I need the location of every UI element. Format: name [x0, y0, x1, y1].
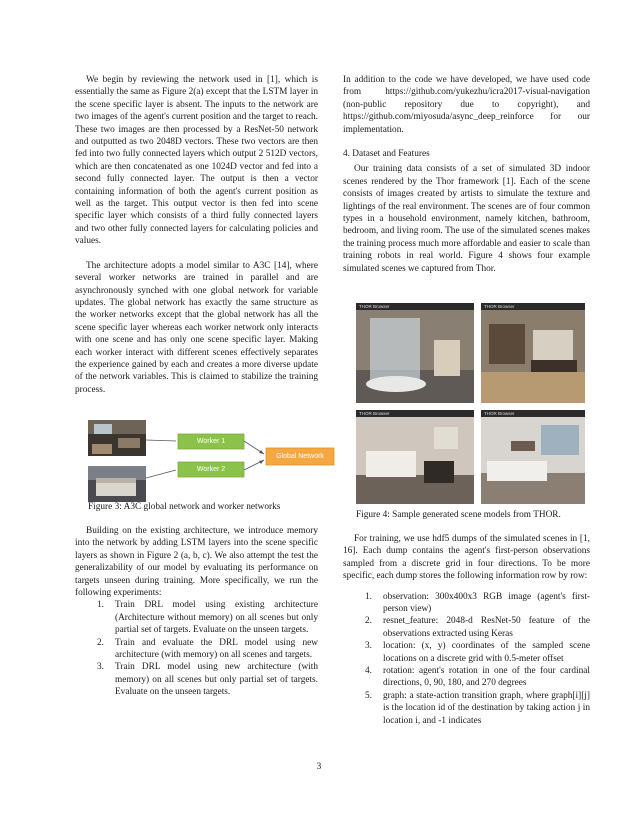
list-item: [75, 599, 318, 636]
scene-living-room-image: [481, 410, 585, 504]
worker-1-label: Worker 1: [196, 438, 226, 445]
paragraph-code-sources: In addition to the code we have developed, we have used code from https://github.com/yukezhu/icra2017-visual-navigation (non-public repository due to copyright), and https://github.com/miyosuda/async_deep_reinforce for our implementation.: [343, 75, 590, 135]
list-number: 1.: [97, 600, 104, 611]
scene-kitchen-image: [481, 303, 585, 403]
right-column-lower: [343, 533, 590, 727]
list-item: [343, 665, 590, 690]
paragraph-a3c-architecture: The architecture adopts a model similar to A3C [14], where several worker networks are trained in parallel and are asynchronously synched with one global network for variable updates. The global network has exactly the same structure as the worker networks except that the global network has all the scene specific layer whereas each worker network only interacts with one scene and has only one scene specific layer. Making each worker interact with different scenes effectively separates the experience gained by each and creates a more diverse update of the network variables. This is claimed to stabilize the training process.: [75, 260, 318, 395]
list-item: [343, 640, 590, 665]
list-number: 3.: [365, 641, 372, 652]
list-item: [343, 591, 590, 616]
thor-browser-titlebar: THOR Browser: [356, 410, 474, 417]
worker-2-label: Worker 2: [196, 466, 226, 473]
experiments-list: [75, 599, 318, 698]
figure-3-caption: Figure 3: A3C global network and worker networks: [88, 502, 281, 512]
global-network-label: Global Network: [276, 453, 324, 460]
left-column: [75, 74, 318, 396]
section-heading-dataset: 4. Dataset and Features: [343, 149, 430, 160]
list-number: 2.: [365, 616, 372, 627]
living-room-scene: [481, 417, 585, 504]
list-item: [343, 690, 590, 727]
arrowhead-worker2: [259, 460, 264, 464]
thor-browser-titlebar: THOR Browser: [481, 410, 585, 417]
worker-1-scene-thumbnail: [88, 420, 146, 456]
list-item: [75, 661, 318, 698]
figure-4-caption: Figure 4: Sample generated scene models from THOR.: [356, 510, 561, 520]
list-item: [75, 637, 318, 662]
left-column-lower: [75, 525, 318, 699]
scene-bedroom-image: [356, 410, 474, 504]
page-number: 3: [316, 762, 322, 772]
thor-browser-titlebar: THOR Browser: [481, 303, 585, 310]
list-number: 4.: [365, 666, 372, 677]
list-text: resnet_feature: 2048-d ResNet-50 feature of the observations extracted using Keras: [383, 616, 590, 639]
list-text: observation: 300x400x3 RGB image (agent's first-person view): [383, 591, 590, 615]
list-number: 3.: [97, 662, 104, 673]
dump-fields-list: [343, 591, 590, 727]
list-text: Train DRL model using new architecture (with memory) on all scenes but only partial set of targets. Evaluate on the unseen targets.: [115, 662, 318, 698]
bathroom-scene: [356, 310, 474, 403]
paragraph-memory-experiments: Building on the existing architecture, we introduce memory into the network by adding LSTM layers into the scene specific layers as shown in Figure 2 (a, b, c). We also attempt the test the generalizability of our model by evaluating its performance on targets unseen during training. More specifically, we run the following experiments:: [75, 526, 318, 599]
paragraph-dataset: Our training data consists of a set of simulated 3D indoor scenes rendered by the Thor framework [1]. Each of the scene consists of images created by artists to simulate the texture and lightings of the real environment. The scenes are of four common types in a household environment, namely kitchen, bathroom, bedroom, and living room. The use of the simulated scenes makes the training process much more affordable and easier to scale than training robots in real world. Figure 4 shows four example simulated scenes we captured from Thor.: [343, 164, 590, 274]
right-column: [343, 74, 590, 275]
list-number: 1.: [365, 591, 372, 602]
arrow-thumb1-worker1: [146, 440, 176, 441]
bedroom-scene: [356, 417, 474, 504]
list-text: graph: a state-action transition graph, where graph[i][j] is the location id of the destination by taking action j in location i, and -1 indicates: [383, 690, 590, 726]
kitchen-scene: [481, 310, 585, 403]
list-text: rotation: agent's rotation in one of the four cardinal directions, 0, 90, 180, and 270 degrees: [383, 666, 590, 689]
scene-bathroom-image: [356, 303, 474, 403]
list-text: Train DRL model using existing architecture (Architecture without memory) on all scenes but only partial set of targets. Evaluate on the unseen targets.: [115, 600, 318, 636]
arrowhead-worker1: [259, 450, 264, 454]
worker-2-scene-thumbnail: [88, 466, 146, 502]
paragraph-network-review: We begin by reviewing the network used in [1], which is essentially the same as Figure 2(a) except that the LSTM layer in the scene specific layer is absent. The inputs to the network are two images of the agent's current position and the target to reach. These two images are then processed by a ResNet-50 network and outputted as two 2048D vectors. These two vectors are then fed into two fully connected layers which output 2 512D vectors, which are then concatenated as one 1024D vector and fed into a second fully connected layer. The output is then a vector containing information of both the agent's current position as well as the target. This output vector is then fed into scene specific layer which consists of a third fully connected layers and two other fully connected layers for calculating policies and values.: [75, 75, 318, 247]
list-number: 2.: [97, 637, 104, 648]
list-text: location: (x, y) coordinates of the sampled scene locations on a discrete grid with 0.5-meter offset: [383, 641, 590, 664]
arrow-thumb2-worker2: [146, 470, 176, 478]
figure-3: [88, 418, 338, 506]
list-text: Train and evaluate the DRL model using new architecture (with memory) on all scenes and targets.: [115, 637, 318, 661]
list-item: [343, 615, 590, 640]
paragraph-hdf5-dumps: For training, we use hdf5 dumps of the simulated scenes in [1, 16]. Each dump contains the agent's first-person observations sampled from a discrete grid in four directions. To be more specific, each dump stores the following information row by row:: [343, 534, 590, 582]
thor-browser-titlebar: THOR Browser: [356, 303, 474, 310]
list-number: 5.: [365, 690, 372, 701]
